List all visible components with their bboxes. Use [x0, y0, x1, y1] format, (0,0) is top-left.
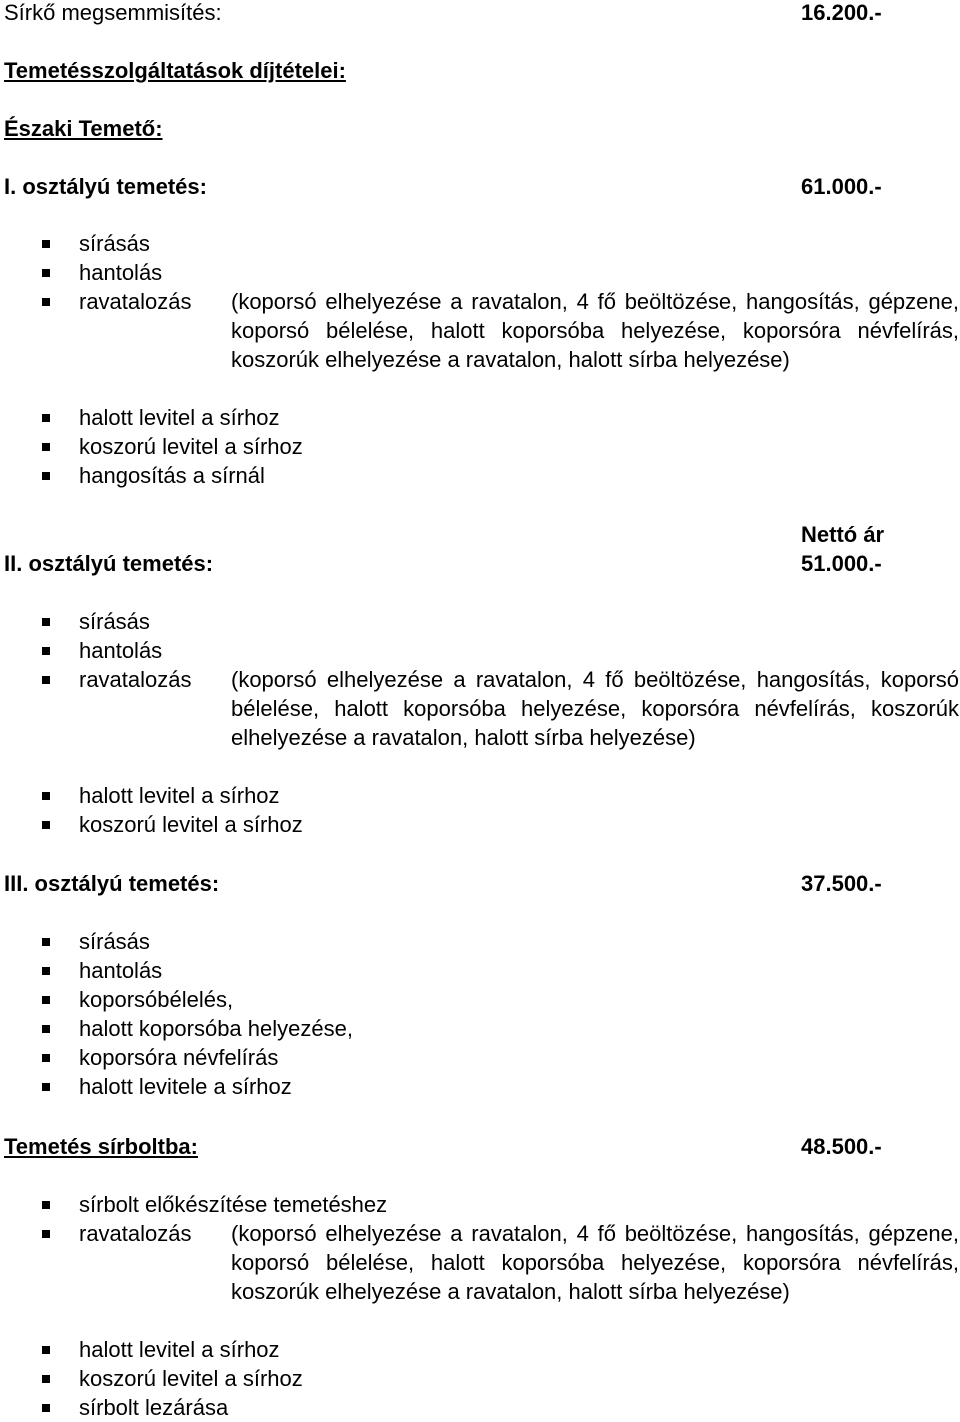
fees-title: Temetésszolgáltatások díjtételei: [4, 58, 346, 83]
class3-item-name-inscription: koporsóra névfelírás [79, 1045, 279, 1070]
bullet-icon [42, 240, 50, 248]
cemetery-title: Északi Temető: [4, 116, 163, 141]
bullet-icon [42, 472, 50, 480]
bullet-icon [42, 1346, 50, 1354]
class2-item-carry-wreath: koszorú levitel a sírhoz [79, 812, 303, 837]
class1-item-sound-at-grave: hangosítás a sírnál [79, 463, 265, 488]
class3-price: 37.500.- [801, 871, 882, 896]
bullet-icon [42, 443, 50, 451]
bullet-icon [42, 1375, 50, 1383]
class3-row [4, 869, 960, 898]
class3-item-carry-body: halott levitele a sírhoz [79, 1074, 292, 1099]
bullet-icon [42, 647, 50, 655]
bullet-icon [42, 1230, 50, 1238]
bullet-icon [42, 821, 50, 829]
class3-label: III. osztályú temetés: [4, 871, 220, 896]
crypt-item-carry-wreath: koszorú levitel a sírhoz [79, 1366, 303, 1391]
class1-item-carry-body: halott levitel a sírhoz [79, 405, 280, 430]
tombstone-destruction-label: Sírkő megsemmisítés: [4, 0, 222, 25]
bullet-icon [42, 676, 50, 684]
crypt-item-preparation: sírbolt előkészítése temetéshez [79, 1192, 388, 1217]
crypt-price: 48.500.- [801, 1134, 882, 1159]
class1-item-carry-wreath: koszorú levitel a sírhoz [79, 434, 303, 459]
class1-item-digging: sírásás [79, 231, 150, 256]
class2-item-digging: sírásás [79, 609, 150, 634]
bullet-icon [42, 618, 50, 626]
class1-item-laying-out: ravatalozás [79, 289, 192, 314]
bullet-icon [42, 1083, 50, 1091]
net-price-label: Nettó ár [801, 522, 885, 547]
class2-row [4, 549, 960, 578]
class3-item-mounding: hantolás [79, 958, 163, 983]
class2-label: II. osztályú temetés: [4, 551, 214, 576]
tombstone-destruction-row [4, 0, 960, 27]
crypt-item-closing: sírbolt lezárása [79, 1395, 229, 1420]
bullet-icon [42, 938, 50, 946]
class2-price: 51.000.- [801, 551, 882, 576]
class2-item-carry-body: halott levitel a sírhoz [79, 783, 280, 808]
class1-item-mounding: hantolás [79, 260, 163, 285]
class3-item-coffin-lining: koporsóbélelés, [79, 987, 234, 1012]
class3-item-body-placing: halott koporsóba helyezése, [79, 1016, 353, 1041]
bullet-icon [42, 298, 50, 306]
class1-row [4, 172, 960, 201]
class1-laying-out-description: (koporsó elhelyezése a ravatalon, 4 fő beöltözése, hangosítás, gépzene, koporsó bélelése, halott koporsóba helyezése, koporsóra névfelírás, koszorúk elhelyezése a ravatalon, halott sírba helyezése) [231, 289, 959, 373]
crypt-item-laying-out: ravatalozás [79, 1221, 192, 1246]
crypt-label: Temetés sírboltba: [4, 1134, 198, 1159]
class2-item-mounding: hantolás [79, 638, 163, 663]
crypt-laying-out-description: (koporsó elhelyezése a ravatalon, 4 fő beöltözése, hangosítás, gépzene, koporsó bélelése, halott koporsóba helyezése, koporsóra névfelírás, koszorúk elhelyezése a ravatalon, halott sírba helyezése) [231, 1221, 959, 1305]
net-price-row [4, 520, 960, 549]
bullet-icon [42, 414, 50, 422]
class1-price: 61.000.- [801, 174, 882, 199]
bullet-icon [42, 792, 50, 800]
bullet-icon [42, 269, 50, 277]
bullet-icon [42, 996, 50, 1004]
bullet-icon [42, 1025, 50, 1033]
class3-item-digging: sírásás [79, 929, 150, 954]
crypt-item-carry-body: halott levitel a sírhoz [79, 1337, 280, 1362]
class2-item-laying-out: ravatalozás [79, 667, 192, 692]
class1-label: I. osztályú temetés: [4, 174, 207, 199]
bullet-icon [42, 967, 50, 975]
bullet-icon [42, 1201, 50, 1209]
class2-laying-out-description: (koporsó elhelyezése a ravatalon, 4 fő beöltözése, hangosítás, koporsó bélelése, halott koporsóba helyezése, koporsóra névfelírás, koszorúk elhelyezése a ravatalon, halott sírba helyezése) [231, 667, 959, 751]
crypt-row [4, 1132, 960, 1161]
tombstone-destruction-price: 16.200.- [801, 0, 882, 25]
bullet-icon [42, 1054, 50, 1062]
bullet-icon [42, 1404, 50, 1412]
